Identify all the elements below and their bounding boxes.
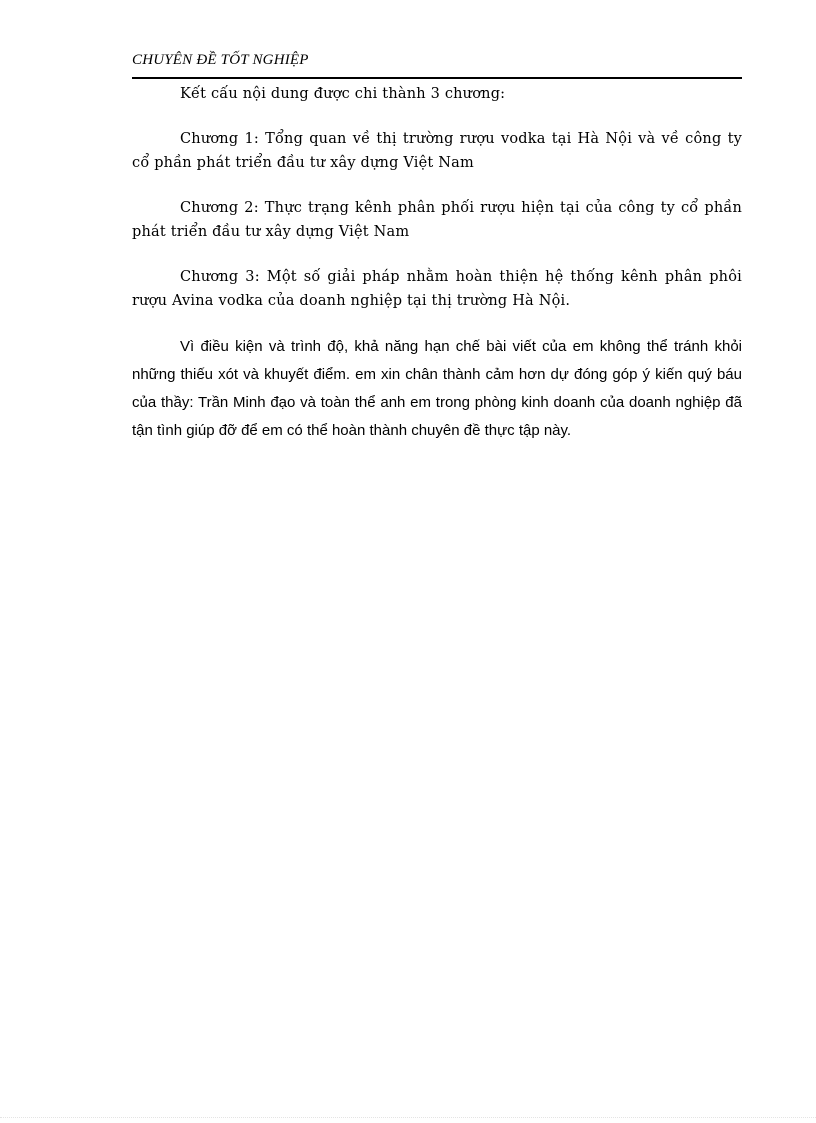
chapter-3-paragraph: Chương 3: Một số giải pháp nhằm hoàn thiện hệ thống kênh phân phôi rượu Avina vodka của doanh nghiệp tại thị trường Hà Nội. (132, 269, 742, 309)
header-divider (132, 77, 742, 79)
chapter-2-paragraph: Chương 2: Thực trạng kênh phân phối rượu hiện tại của công ty cổ phần phát triển đầu tư xây dựng Việt Nam (132, 200, 742, 240)
page-bottom-divider (0, 1117, 816, 1118)
page-header-title: CHUYÊN ĐỀ TỐT NGHIỆP (132, 52, 309, 68)
document-body (132, 80, 742, 445)
structure-intro-paragraph: Kết cấu nội dung được chi thành 3 chương: (180, 86, 506, 102)
acknowledgement-paragraph: Vì điều kiện và trình độ, khả năng hạn chế bài viết của em không thể tránh khỏi những thiếu xót và khuyết điểm. em xin chân thành cảm hơn dự đóng góp ý kiến quý báu của thầy: Trần Minh đạo và toàn thể anh em trong phòng kinh doanh của doanh nghiệp đã tận tình giúp đỡ để em có thể hoàn thành chuyên đề thực tập này. (132, 338, 742, 439)
chapter-1-paragraph: Chương 1: Tổng quan về thị trường rượu vodka tại Hà Nội và về công ty cổ phần phát triển đầu tư xây dựng Việt Nam (132, 131, 742, 171)
